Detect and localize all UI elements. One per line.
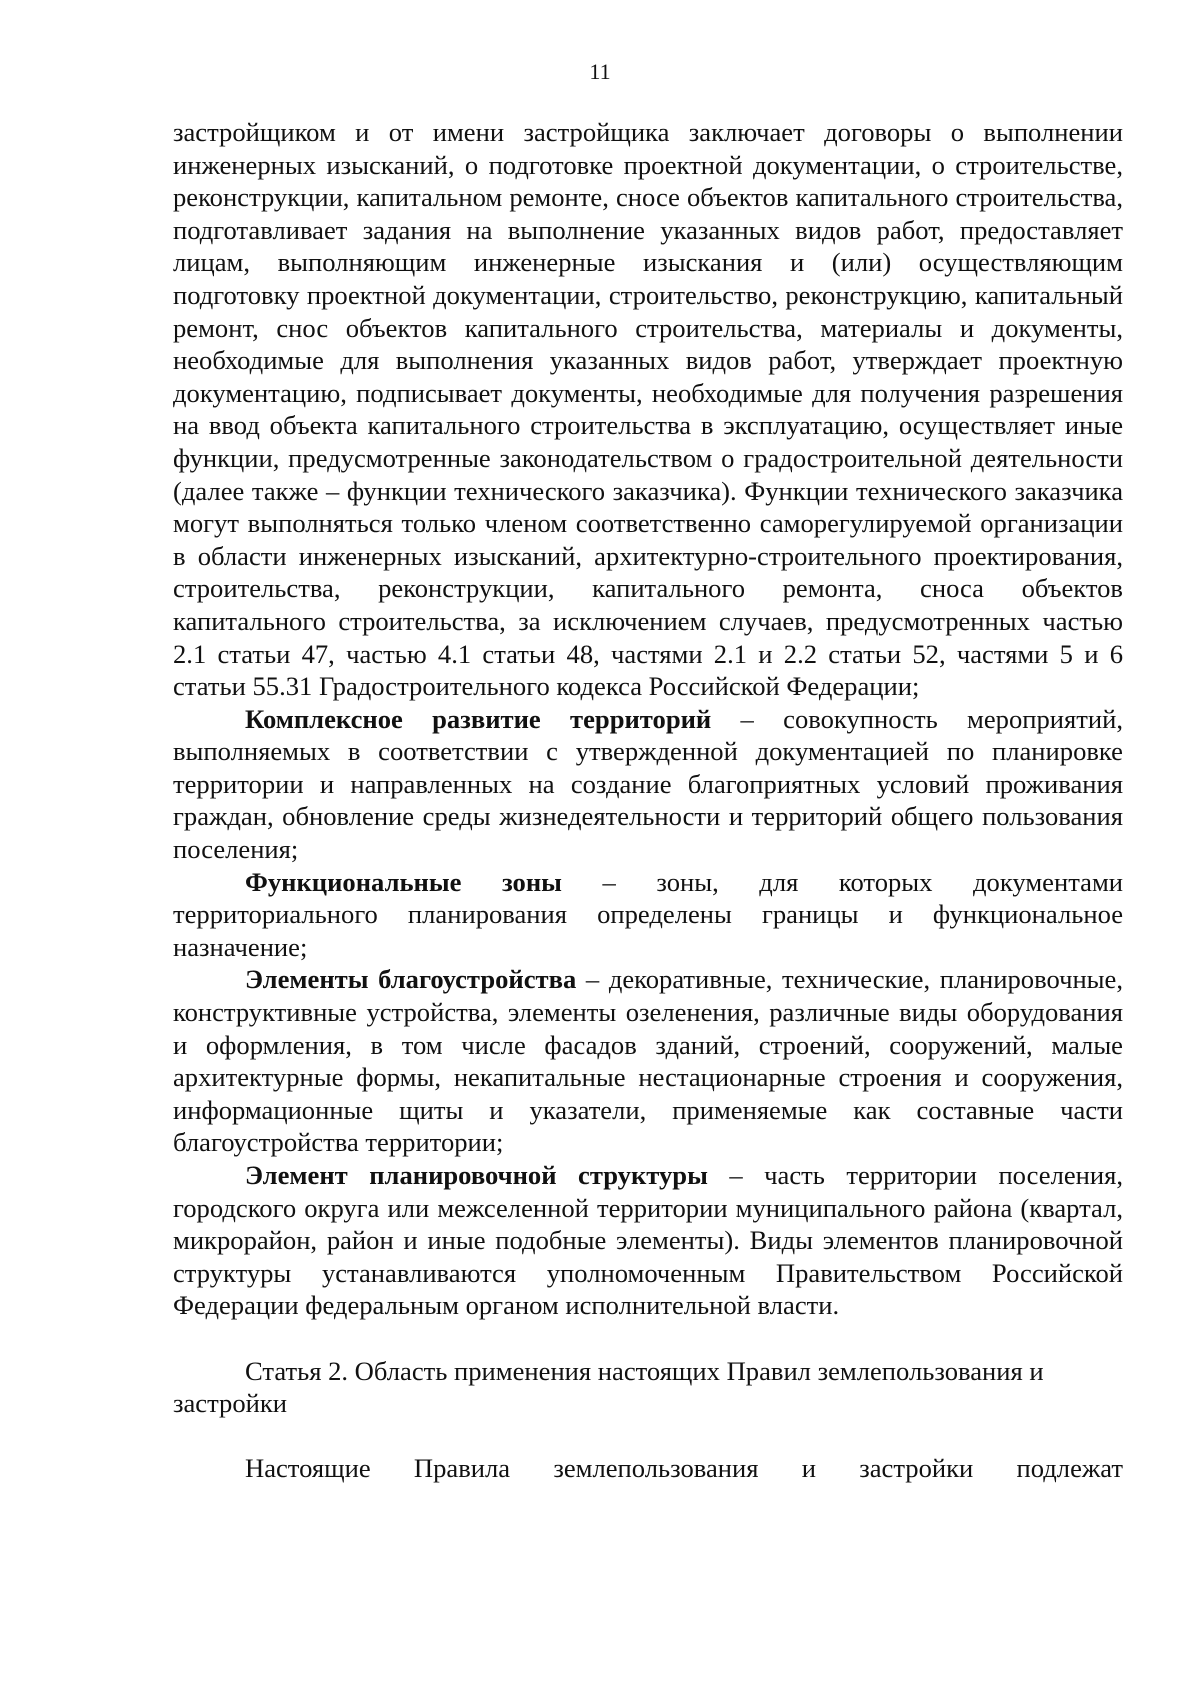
paragraph-functional-zones bbox=[173, 866, 1123, 964]
term-complex-development: Комплексное развитие территорий bbox=[245, 703, 712, 734]
section-first-line: Настоящие Правила землепользования и застройки подлежат bbox=[245, 1453, 1123, 1484]
definition-functional-zones: – зоны, для которых документами территориального планирования определены границы и функциональное назначение; bbox=[173, 866, 1123, 962]
paragraph-complex-development bbox=[173, 703, 1123, 866]
term-planning-structure-element: Элемент планировочной структуры bbox=[245, 1160, 708, 1190]
definition-complex-development: – совокупность мероприятий, выполняемых в соответствии с утвержденной документацией по планировке территории и направленных на создание благоприятных условий проживания граждан, обновление среды жизнедеятельности и территорий общего пользования поселения; bbox=[173, 703, 1123, 865]
paragraph-technical-customer: застройщиком и от имени застройщика заключает договоры о выполнении инженерных изысканий, о подготовке проектной документации, о строительстве, реконструкции, капитальном ремонте, сносе объектов капитального строительства, подготавливает задания на выполнение указанных видов работ, предоставляет лицам, выполняющим инженерные изыскания и (или) осуществляющим подготовку проектной документации, строительство, реконструкцию, капитальный ремонт, снос объектов капитального строительства, материалы и документы, необходимые для выполнения указанных видов работ, утверждает проектную документацию, подписывает документы, необходимые для получения разрешения на ввод объекта капитального строительства в эксплуатацию, осуществляет иные функции, предусмотренные законодательством о градостроительной деятельности (далее также – функции технического заказчика). Функции технического заказчика могут выполняться только членом соответственно саморегулируемой организации в области инженерных изысканий, архитектурно-строительного проектирования, строительства, реконструкции, капитального ремонта, сноса объектов капитального строительства, за исключением случаев, предусмотренных частью 2.1 статьи 47, частью 4.1 статьи 48, частями 2.1 и 2.2 статьи 52, частями 5 и 6 статьи 55.31 Градостроительного кодекса Российской Федерации; bbox=[173, 117, 1123, 702]
page-number: 11 bbox=[589, 59, 611, 84]
section-heading: Статья 2. Область применения настоящих Правил землепользования и застройки bbox=[173, 1355, 1044, 1419]
definition-planning-structure-element: – часть территории поселения, городского округа или межселенной территории муниципального района (квартал, микрорайон, район и иные подобные элементы). Виды элементов планировочной структуры устанавливаются уполномоченным Правительством Российской Федерации федеральным органом исполнительной власти. bbox=[173, 1160, 1123, 1321]
definition-landscaping-elements: – декоративные, технические, планировочные, конструктивные устройства, элементы озеленения, различные виды оборудования и оформления, в том числе фасадов зданий, строений, сооружений, малые архитектурные формы, некапитальные нестационарные строения и сооружения, информационные щиты и указатели, применяемые как составные части благоустройства территории; bbox=[173, 964, 1124, 1158]
paragraph-landscaping-elements bbox=[173, 963, 1123, 1159]
term-landscaping-elements: Элементы благоустройства bbox=[245, 964, 577, 995]
paragraph-planning-structure-element bbox=[173, 1159, 1123, 1322]
term-functional-zones: Функциональные зоны bbox=[245, 866, 562, 897]
document-body bbox=[173, 116, 1123, 1485]
